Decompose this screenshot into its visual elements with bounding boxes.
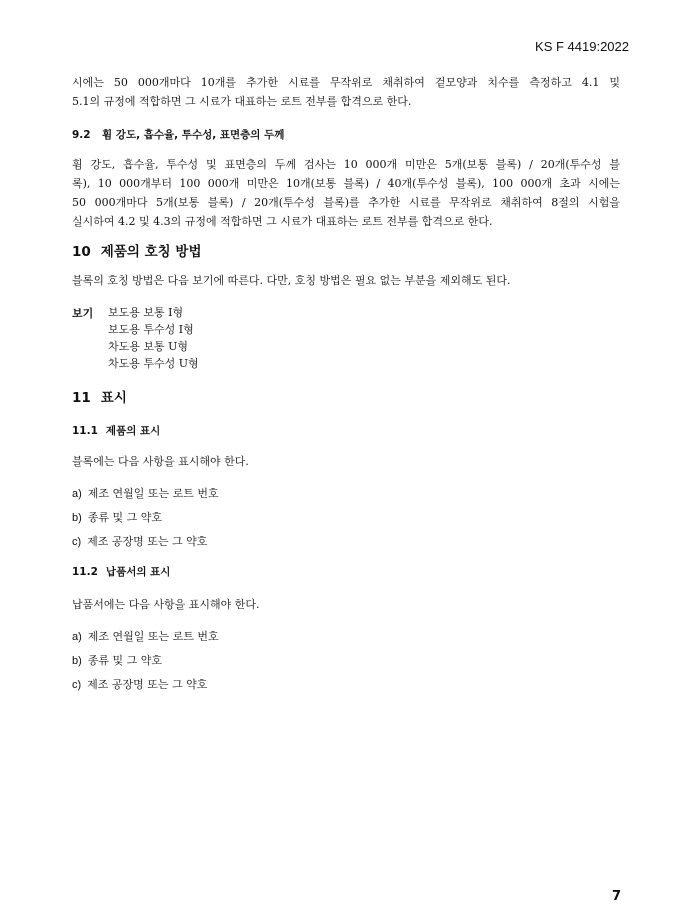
- section-11-2-heading: [72, 564, 170, 579]
- example-item: 보도용 투수성 I형: [108, 323, 194, 336]
- example-label: 보기: [72, 307, 94, 320]
- section-9-2-line-2: 록), 10 000개부터 100 000개 미만은 10개(보통 블록) / 40개(투수성 블록), 100 000개 초과 시에는: [72, 177, 620, 190]
- section-title: 휨 강도, 흡수율, 투수성, 표면층의 두께: [102, 129, 285, 141]
- section-10-heading: [72, 240, 201, 260]
- page-number: 7: [611, 889, 621, 904]
- section-number: 11: [72, 390, 91, 406]
- list-item: [72, 628, 219, 644]
- list-item: [72, 533, 207, 549]
- example-item: 차도용 투수성 U형: [108, 357, 199, 370]
- standard-code: KS F 4419:2022: [535, 39, 629, 54]
- list-key: a): [72, 488, 82, 500]
- section-9-2-line-4: 실시하여 4.2 및 4.3의 규정에 적합하면 그 시료가 대표하는 로트 전부를 합격으로 한다.: [72, 215, 493, 228]
- list-key: c): [72, 536, 82, 548]
- section-11-heading: [72, 386, 127, 406]
- list-item: [72, 676, 207, 692]
- list-item: [72, 652, 162, 668]
- section-11-2-text: 납품서에는 다음 사항을 표시해야 한다.: [72, 598, 260, 611]
- example-item: 보도용 보통 I형: [108, 306, 184, 319]
- section-number: 11.2: [72, 566, 98, 578]
- section-title: 제품의 호칭 방법: [100, 244, 202, 260]
- section-number: 11.1: [72, 425, 98, 437]
- section-10-text: 블록의 호칭 방법은 다음 보기에 따른다. 다만, 호칭 방법은 필요 없는 부분을 제외해도 된다.: [72, 274, 511, 287]
- list-text: 제조 공장명 또는 그 약호: [87, 535, 208, 548]
- list-text: 제조 공장명 또는 그 약호: [87, 678, 208, 691]
- list-key: c): [72, 679, 82, 691]
- section-11-1-text: 블록에는 다음 사항을 표시해야 한다.: [72, 455, 249, 468]
- list-key: b): [72, 512, 82, 524]
- list-text: 제조 연월일 또는 로트 번호: [87, 487, 219, 500]
- list-text: 제조 연월일 또는 로트 번호: [87, 630, 219, 643]
- list-item: [72, 509, 162, 525]
- section-9-2-line-1: 휨 강도, 흡수율, 투수성 및 표면층의 두께 검사는 10 000개 미만은 5개(보통 블록) / 20개(투수성 블: [72, 158, 620, 171]
- list-item: [72, 485, 219, 501]
- example-item: 차도용 보통 U형: [108, 340, 189, 353]
- section-9-2-heading: [72, 127, 284, 142]
- section-number: 9.2: [72, 129, 91, 141]
- section-title: 제품의 표시: [105, 425, 161, 437]
- list-text: 종류 및 그 약호: [87, 654, 163, 667]
- section-title: 표시: [100, 390, 127, 406]
- section-number: 10: [72, 244, 91, 260]
- intro-line-1: 시에는 50 000개마다 10개를 추가한 시료를 무작위로 채취하여 겉모양과 치수를 측정하고 4.1 및: [72, 76, 620, 89]
- intro-line-2: 5.1의 규정에 적합하면 그 시료가 대표하는 로트 전부를 합격으로 한다.: [72, 95, 412, 108]
- section-9-2-line-3: 50 000개마다 5개(보통 블록) / 20개(투수성 블록)를 추가한 시료를 무작위로 채취하여 8절의 시험을: [72, 196, 620, 209]
- list-key: b): [72, 655, 82, 667]
- section-11-1-heading: [72, 423, 160, 438]
- list-key: a): [72, 631, 82, 643]
- section-title: 납품서의 표시: [105, 566, 171, 578]
- list-text: 종류 및 그 약호: [87, 511, 163, 524]
